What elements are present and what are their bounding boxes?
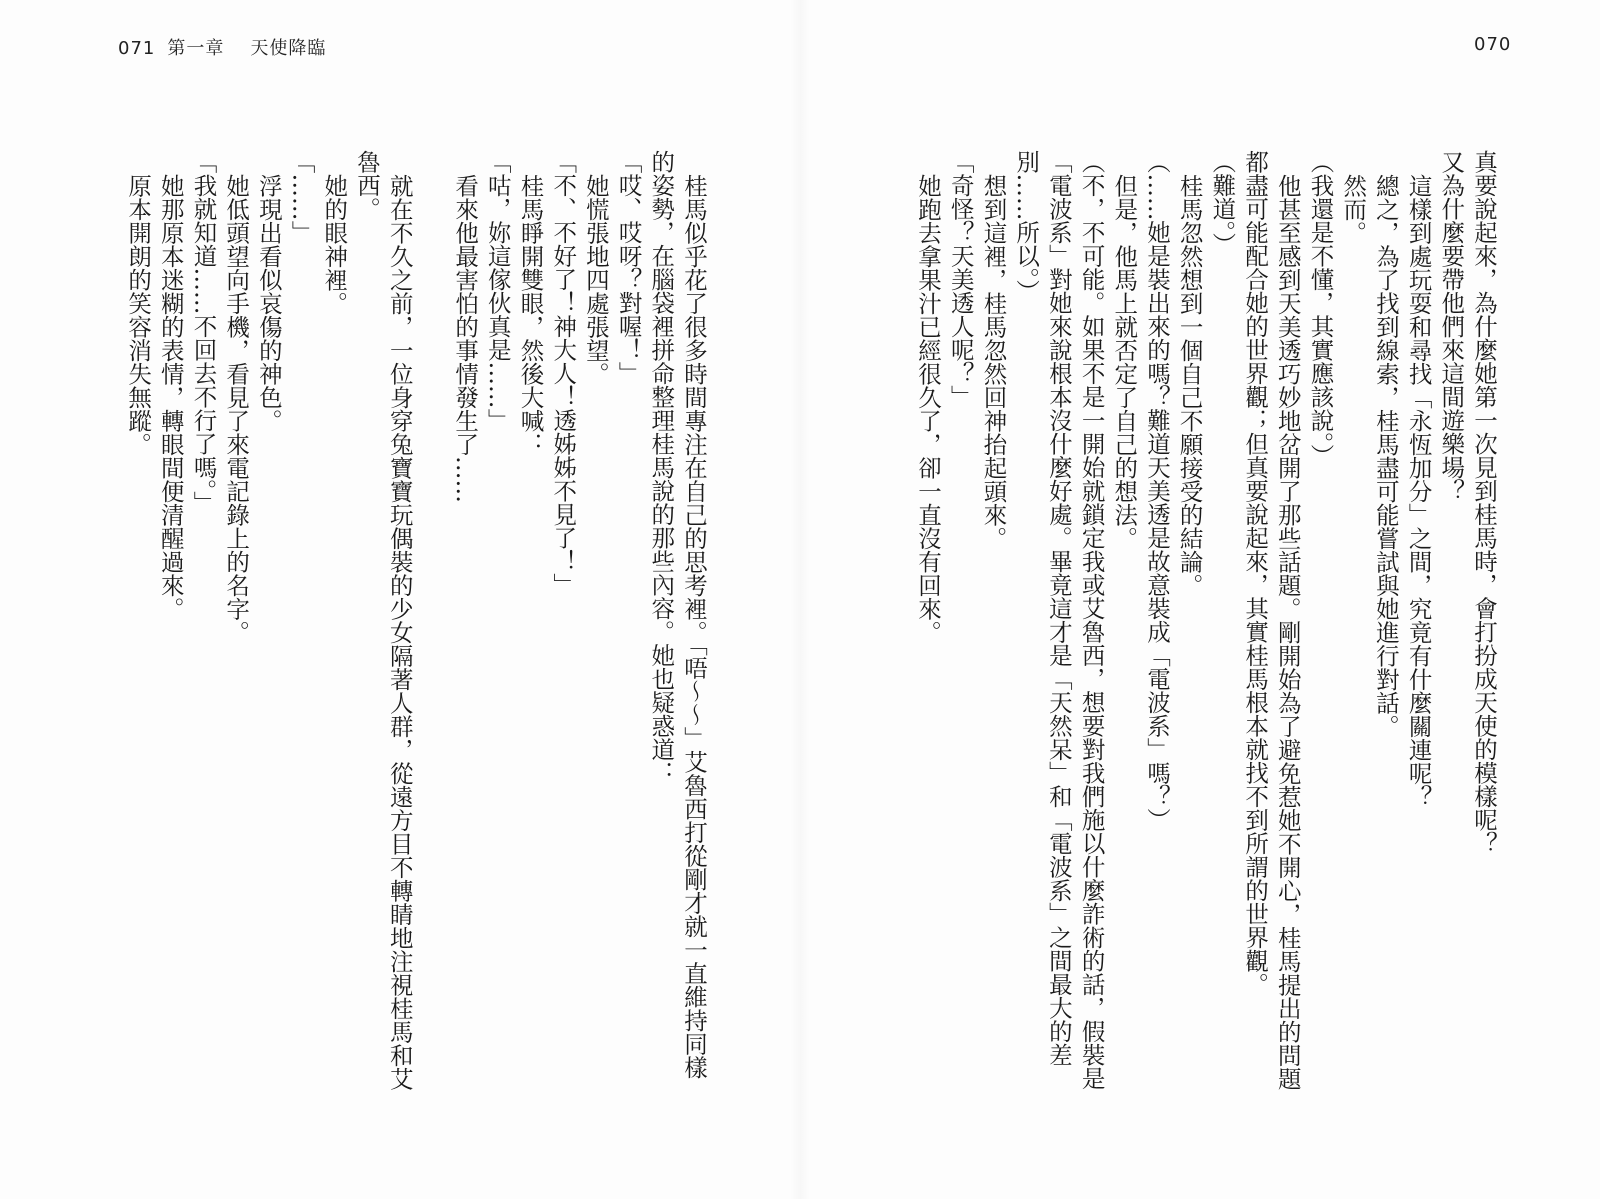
paragraph: 她慌張地四處張望。 [581, 173, 610, 385]
paragraph: 他甚至感到天美透巧妙地岔開了那些話題。剛開始為了避免惹她不開心，桂馬提出的問題都盡可能配合她的世界觀；但真要說起來，其實桂馬根本就找不到所謂的世界觀。 [1241, 150, 1302, 1090]
paragraph: 她跑去拿果汁已經很久了，卻一直沒有回來。 [914, 173, 943, 644]
paragraph: 「哎、哎呀？對喔！」 [614, 150, 643, 385]
section-break [416, 150, 449, 151]
paragraph: 看來他最害怕的事情發生了…… [451, 173, 480, 503]
paragraph: 「我就知道……不回去不行了嗎。」 [189, 150, 218, 515]
paragraph: 然而。 [1339, 173, 1368, 244]
book-gutter [790, 0, 810, 1199]
paragraph: （不，不可能。如果不是一開始就鎖定我或艾魯西，想要對我們施以什麼詐術的話，假裝是「電波系」對她來說根本沒什麼好處。畢竟這才是「天然呆」和「電波系」之間最大的差別……所以。） [1012, 150, 1106, 1090]
right-page-body [908, 150, 1500, 1100]
paragraph: 「……」 [287, 150, 316, 244]
paragraph: 總之，為了找到線索，桂馬盡可能嘗試與她進行對話。 [1371, 173, 1400, 738]
paragraph: （難道。） [1208, 150, 1237, 256]
paragraph: 這樣到處玩耍和尋找「永恆加分」之間，究竟有什麼關連呢？ [1404, 173, 1433, 808]
left-page-number: 071 [118, 38, 156, 59]
paragraph: 但是，他馬上就否定了自己的想法。 [1110, 173, 1139, 550]
chapter-title: 天使降臨 [250, 38, 327, 59]
paragraph: 想到這裡，桂馬忽然回神抬起頭來。 [979, 173, 1008, 550]
paragraph: 「咕，妳這傢伙真是……」 [483, 150, 512, 432]
paragraph: 又為什麼要帶他們來這間遊樂場？ [1437, 150, 1466, 503]
paragraph: 她低頭望向手機，看見了來電記錄上的名字。 [222, 173, 251, 644]
paragraph: 真要說起來，為什麼她第一次見到桂馬時，會打扮成天使的模樣呢？ [1470, 150, 1498, 855]
paragraph: 「不、不好了！神大人！透姊姊不見了！」 [549, 150, 578, 597]
chapter-label: 第一章 [167, 38, 225, 59]
paragraph: 她那原本迷糊的表情，轉眼間便清醒過來。 [156, 173, 185, 620]
paragraph: （我還是不懂，其實應該說。） [1306, 150, 1335, 468]
paragraph: 就在不久之前，一位身穿兔寶寶玩偶裝的少女隔著人群，從遠方目不轉睛地注視桂馬和艾魯西。 [352, 150, 414, 1090]
paragraph: 桂馬似乎花了很多時間專注在自己的思考裡。「唔～～」艾魯西打從剛才就一直維持同樣的姿勢，在腦袋裡拼命整理桂馬說的那些內容。她也疑惑道： [647, 150, 708, 1079]
paragraph: 桂馬忽然想到一個自己不願接受的結論。 [1175, 173, 1204, 597]
paragraph: 浮現出看似哀傷的神色。 [254, 173, 283, 432]
paragraph: 桂馬睜開雙眼，然後大喊： [516, 173, 545, 456]
left-page-body [115, 150, 710, 1100]
paragraph: 「奇怪？天美透人呢？」 [946, 150, 975, 409]
paragraph: 她的眼神裡。 [320, 173, 349, 315]
paragraph: 原本開朗的笑容消失無蹤。 [124, 173, 153, 456]
paragraph: （……她是裝出來的嗎？難道天美透是故意裝成「電波系」嗎？） [1142, 150, 1171, 832]
left-running-head [118, 34, 326, 60]
right-page-number: 070 [1474, 34, 1512, 55]
